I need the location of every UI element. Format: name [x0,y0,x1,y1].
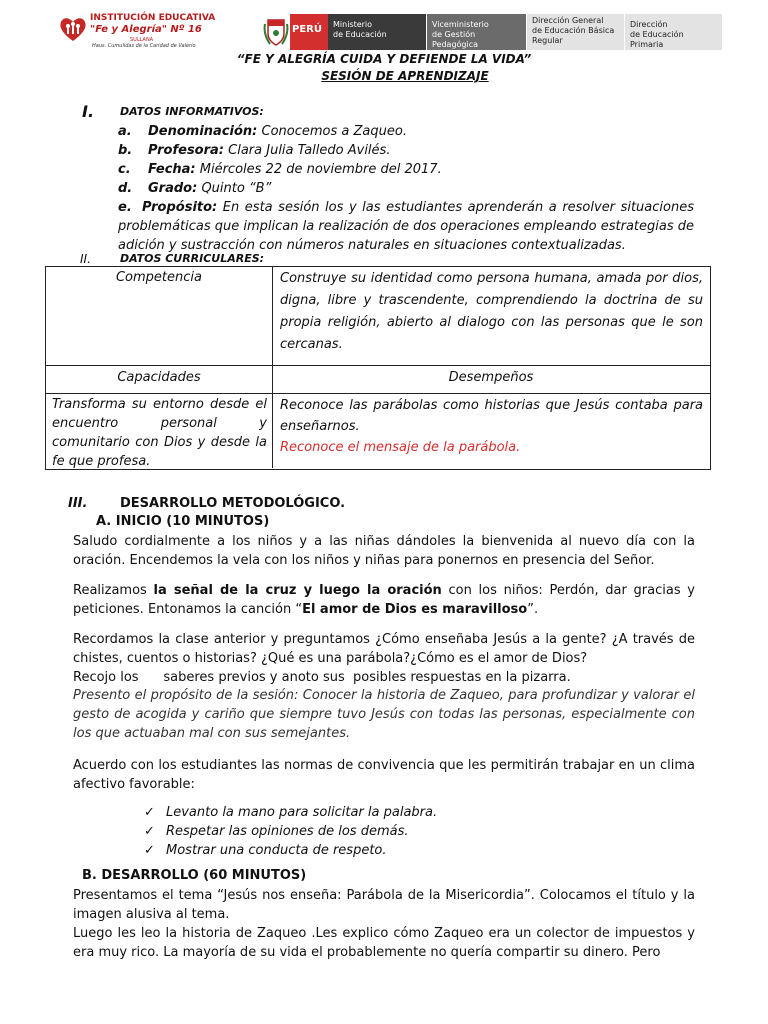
p2-part-c: con los niños: Perdón, dar gracias y peticiones. Entonamos la canción “ [73,583,696,617]
item-label: Denominación: [148,124,258,139]
competencia-label: Competencia [115,270,202,285]
item-letter: e. [118,200,132,215]
info-item-fecha [118,160,718,179]
norms-list [144,803,644,860]
section3-numeral: III. [68,496,88,511]
item-value: Conocemos a Zaqueo. [261,124,407,139]
desempeno-text: Reconoce las parábolas como historias que Jesús contaba para enseñarnos. [280,398,703,434]
item-label: Grado: [148,181,198,196]
desarrollo-heading: B. DESARROLLO (60 MINUTOS) [82,868,307,883]
p2-part-d: El amor de Dios es maravilloso [302,602,528,617]
paragraph-recojo: Recojo los saberes previos y anoto sus posibles respuestas en la pizarra. [73,670,571,685]
section1-list [118,122,718,198]
info-item-profesora [118,141,718,160]
school-name [90,13,215,35]
norm-item [144,841,644,860]
inicio-heading: A. INICIO (10 MINUTOS) [96,514,270,529]
gov-dp-line2: de Educación Primaria [630,30,684,49]
checkmark-icon: ✓ [144,824,155,839]
table-divider [45,365,710,366]
norm-text: Levanto la mano para solicitar la palabra. [166,805,438,820]
section2-numeral: II. [80,252,91,266]
section3-heading: DESARROLLO METODOLÓGICO. [120,496,346,511]
capacidad-text: Transforma su entorno desde el encuentro personal y comunitario con Dios y desde la fe que profesa. [52,397,267,469]
competencia-text: Construye su identidad como persona humana, amada por dios, digna, libre y trascendente, comprendiendo la doctrina de su propia religión, abierto al dialogo con las personas que le son cercanas. [280,271,703,352]
item-letter: b. [118,143,133,158]
gov-vice-line2: de Gestión Pedagógica [432,30,479,49]
table-divider [45,393,710,394]
gov-vice-line1: Viceministerio [432,20,489,29]
gov-ministerio [328,14,426,50]
info-item-proposito [118,198,694,255]
document-motto: “FE Y ALEGRÍA CUIDA Y DEFIENDE LA VIDA” [236,52,532,66]
government-banner [262,14,722,50]
peru-shield-icon [262,14,290,50]
gov-dg-line3: Regular [532,36,563,45]
gov-ministerio-line2: de Educación [333,30,387,39]
section1-heading: DATOS INFORMATIVOS: [120,105,264,118]
checkmark-icon: ✓ [144,805,155,820]
paragraph-senal [73,581,695,619]
info-item-denominacion [118,122,718,141]
item-value: Clara Julia Talledo Avilés. [228,143,391,158]
gov-direccion-primaria [624,14,722,50]
item-value: En esta sesión los y las estudiantes aprenderán a resolver situaciones problemáticas que implican la realización de dos operaciones empleando estrategias de adición y sustracción con números naturales en situaciones contextualizadas. [118,200,694,253]
school-name-line1: INSTITUCIÓN EDUCATIVA [90,13,216,23]
item-label: Propósito: [142,200,218,215]
paragraph-acuerdo: Acuerdo con los estudiantes las normas de convivencia que les permitirán trabajar en un clima afectivo favorable: [73,758,695,792]
p2-part-b: la señal de la cruz y luego la oración [153,583,442,598]
gov-direccion-general [526,14,624,50]
section2-heading: DATOS CURRICULARES: [120,252,265,265]
norm-text: Mostrar una conducta de respeto. [166,843,387,858]
desempeno-cell [280,395,703,458]
gov-ministerio-line1: Ministerio [333,20,373,29]
desempenos-label: Desempeños [448,370,534,385]
gov-peru-label: PERÚ [290,14,328,50]
section1-numeral: I. [82,102,95,121]
gov-viceministerio [426,14,526,50]
gov-dp-line1: Dirección [630,20,668,29]
checkmark-icon: ✓ [144,843,155,858]
paragraph-zaqueo: Luego les leo la historia de Zaqueo .Les explico cómo Zaqueo era un colector de impuestos y era muy rico. La mayoría de su vida el probablemente no quería compartir su dinero. Pero [73,926,695,960]
desempeno-red-text: Reconoce el mensaje de la parábola. [280,440,521,455]
norm-text: Respetar las opiniones de los demás. [166,824,409,839]
item-label: Profesora: [148,143,224,158]
item-label: Fecha: [148,162,196,177]
paragraph-saludo: Saludo cordialmente a los niños y a las niñas dándoles la bienvenida al nuevo día con la oración. Encendemos la vela con los niños y niñas para ponernos en presencia del Señor. [73,534,695,568]
paragraph-presentamos: Presentamos el tema “Jesús nos enseña: Parábola de la Misericordia”. Colocamos el título y la imagen alusiva al tema. [73,888,695,922]
item-letter: a. [118,124,132,139]
gov-dg-line2: de Educación Básica [532,26,615,35]
school-motto: Haus. Cumulidas de la Caridad de Valerio [92,43,196,49]
item-letter: d. [118,181,133,196]
info-item-grado [118,179,718,198]
norm-item [144,822,644,841]
paragraph-proposito: Presento el propósito de la sesión: Conocer la historia de Zaqueo, para profundizar y valorar el gesto de acogida y cariño que siempre tuvo Jesús con todas las personas, especialmente con los que actuaban mal con sus semejantes. [73,688,695,741]
school-logo-icon [58,14,88,44]
norm-item [144,803,644,822]
school-name-line2: "Fe y Alegría" Nº 16 [90,24,202,35]
gov-dg-line1: Dirección General [532,16,604,25]
item-letter: c. [118,162,131,177]
capacidades-label: Capacidades [117,370,201,385]
p2-part-e: ”. [527,602,539,617]
document-title: SESIÓN DE APRENDIZAJE [321,69,489,83]
paragraph-recordamos: Recordamos la clase anterior y preguntamos ¿Cómo enseñaba Jesús a la gente? ¿A través de chistes, cuentos o historias? ¿Qué es una parábola?¿Cómo es el amor de Dios? [73,632,695,666]
item-value: Miércoles 22 de noviembre del 2017. [199,162,442,177]
item-value: Quinto “B” [201,181,272,196]
table-divider [272,266,273,468]
p2-part-a: Realizamos [73,583,154,598]
school-city: SULLANA [130,37,154,43]
